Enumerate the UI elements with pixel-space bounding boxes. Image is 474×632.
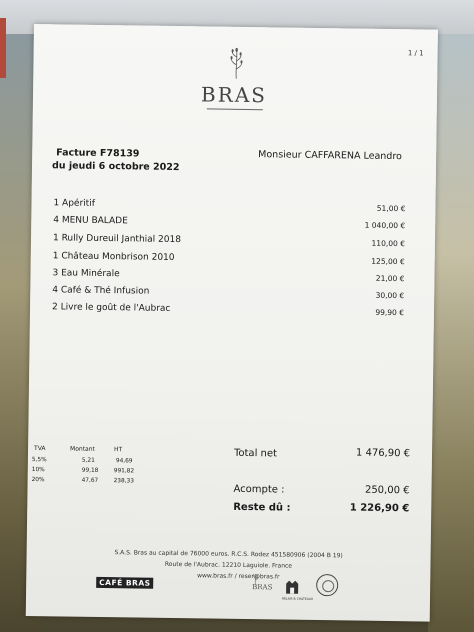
- tva-rate: 20%: [31, 477, 45, 484]
- total-net-value: 1 476,90 €: [355, 447, 411, 460]
- item-label: 1 Château Monbrison 2010: [52, 251, 175, 263]
- acompte-label: Acompte :: [233, 483, 285, 496]
- item-label: 1 Apéritif: [53, 198, 95, 209]
- item-label: 1 Rully Dureuil Janthial 2018: [52, 233, 182, 246]
- tva-amount: 99,18: [81, 467, 99, 474]
- folder-edge: [0, 18, 6, 78]
- item-label: 4 MENU BALADE: [53, 215, 128, 227]
- footer-contact: www.bras.fr / reser@bras.fr: [197, 572, 280, 581]
- reste-value: 1 226,90 €: [349, 502, 410, 515]
- brand-logo: BRAS: [200, 82, 268, 108]
- item-price: 51,00 €: [376, 203, 406, 214]
- page-number: 1 / 1: [407, 49, 424, 58]
- footer-company: S.A.S. Bras au capital de 76000 euros. R.C.S. Rodez 451580906 (2004 B 19): [114, 549, 343, 560]
- acompte-value: 250,00 €: [364, 484, 410, 497]
- cafe-bras-logo: CAFÉ BRAS: [96, 577, 154, 589]
- item-price: 30,00 €: [375, 290, 405, 301]
- seal-emblem: [316, 574, 338, 596]
- wheat-logo-icon: [221, 47, 251, 79]
- tva-ht: 94,69: [115, 458, 133, 465]
- client-name: Monsieur CAFFARENA Leandro: [258, 149, 402, 163]
- tva-header-ht: HT: [114, 446, 123, 454]
- relais-chateaux-label: RELAIS & CHATEAUX: [281, 596, 314, 601]
- item-label: 3 Eau Minérale: [52, 268, 120, 280]
- item-price: 21,00 €: [375, 273, 405, 284]
- tva-rate: 10%: [31, 467, 45, 474]
- invoice-date: du jeudi 6 octobre 2022: [51, 160, 180, 174]
- relais-chateaux-icon: [284, 576, 300, 596]
- item-label: 2 Livre le goût de l'Aubrac: [51, 302, 171, 314]
- reste-label: Reste dû :: [233, 501, 291, 514]
- tva-amount: 5,21: [81, 457, 95, 464]
- tva-amount: 47,67: [81, 477, 99, 484]
- invoice-paper: [26, 24, 438, 622]
- item-price: 99,90 €: [375, 307, 405, 318]
- item-label: 4 Café & Thé Infusion: [52, 285, 150, 297]
- tva-rate: 5,5%: [31, 457, 47, 464]
- mini-bras-logo: BRAS: [252, 583, 273, 592]
- item-price: 1 040,00 €: [364, 220, 406, 231]
- tva-header-rate: TVA: [34, 445, 46, 453]
- item-price: 125,00 €: [371, 256, 405, 267]
- invoice-number: Facture F78139: [56, 147, 140, 160]
- tva-header-amount: Montant: [70, 445, 95, 453]
- item-price: 110,00 €: [371, 238, 406, 249]
- seal-inner-ring: [322, 580, 334, 592]
- footer-address: Route de l'Aubrac. 12210 Laguiole. France: [164, 560, 293, 570]
- tva-ht: 238,33: [113, 478, 134, 485]
- tva-ht: 991,82: [113, 468, 135, 475]
- logo-underline: [207, 108, 263, 110]
- total-net-label: Total net: [233, 447, 278, 460]
